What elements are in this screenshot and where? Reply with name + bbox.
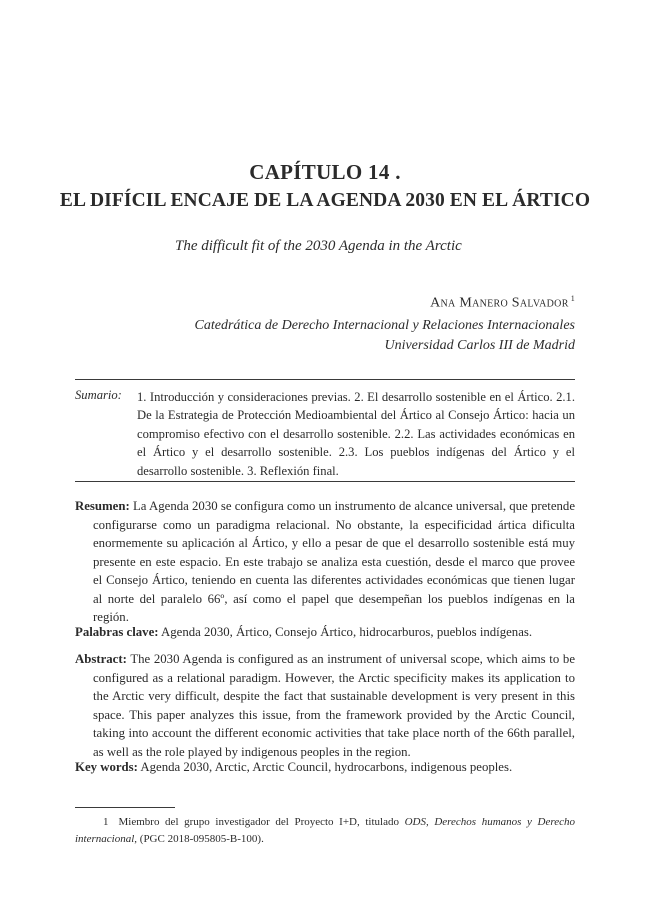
abstract-text: The 2030 Agenda is configured as an instrument of universal scope, which aims to be configured as a relational paradigm. However, the Arctic specificity makes its application to the Arctic very difficult, despite the fact that sustainable development is very present in this space. This paper analyzes this issue, from the framework provided by the Arctic Council, taking into account the different economic activities that take place north of the 66th parallel, as well as the role played by indigenous peoples in the region.	[93, 652, 576, 759]
resumen-text: La Agenda 2030 se configura como un instrumento de alcance universal, que pretende configurarse como un paradigma relacional. No obstante, la especificidad ártica dificulta enormemente su aplicación al Ártico, y ello a pesar de que el desarrollo sostenible está muy presente en este espacio. En este trabajo se analiza esta cuestión, desde el marco que provee el Consejo Ártico, teniendo en cuenta las diferentes actividades económicas que tienen lugar al norte del paralelo 66º, así como el papel que desempeñan los pueblos indígenas en la región.	[93, 499, 575, 624]
author-affiliation-position: Catedrática de Derecho Internacional y Relaciones Internacionales	[194, 318, 575, 333]
sumario-label: Sumario:	[75, 388, 122, 402]
sumario-text: 1. Introducción y consideraciones previas. 2. El desarrollo sostenible en el Ártico. 2.1. De la Estrategia de Protección Medioambiental del Ártico al Consejo Ártico: hacia un compromiso efectivo con el desarrollo sostenible. 2.2. Las actividades económicas en el Ártico y el desarrollo sostenible. 2.3. Los pueblos indígenas del Ártico y el desarrollo sostenible. 3. Reflexión final.	[137, 390, 575, 478]
chapter-subtitle-english: The difficult fit of the 2030 Agenda in the Arctic	[175, 238, 462, 254]
palabras-clave-text: Agenda 2030, Ártico, Consejo Ártico, hidrocarburos, pueblos indígenas.	[161, 625, 533, 639]
summary-bottom-rule	[75, 481, 575, 482]
palabras-clave-label: Palabras clave:	[75, 625, 159, 639]
key-words-text: Agenda 2030, Arctic, Arctic Council, hydrocarbons, indigenous peoples.	[140, 760, 513, 774]
palabras-clave-paragraph	[75, 623, 575, 642]
footnote	[75, 814, 575, 847]
footnote-text-after: , (PGC 2018-095805-B-100).	[134, 832, 264, 845]
author-name: Ana Manero Salvador	[430, 295, 569, 311]
footnote-separator	[75, 807, 175, 808]
author-line	[430, 294, 575, 312]
key-words-label: Key words:	[75, 760, 138, 774]
author-footnote-mark: 1	[570, 294, 575, 303]
resumen-label: Resumen:	[75, 499, 130, 513]
abstract-paragraph	[75, 650, 575, 761]
abstract-label: Abstract:	[75, 652, 127, 666]
chapter-number: CAPÍTULO 14 .	[249, 160, 401, 184]
chapter-title: EL DIFÍCIL ENCAJE DE LA AGENDA 2030 EN EL ÁRTICO	[59, 190, 591, 211]
resumen-paragraph	[75, 497, 575, 627]
summary-top-rule	[75, 379, 575, 380]
author-affiliation-university: Universidad Carlos III de Madrid	[384, 338, 575, 353]
footnote-number: 1	[103, 816, 109, 828]
key-words-paragraph	[75, 758, 575, 777]
footnote-title-italic: ODS, Derechos humanos y Derecho internacional	[75, 816, 576, 845]
footnote-text-before: Miembro del grupo investigador del Proyecto I+D, titulado	[118, 816, 405, 828]
